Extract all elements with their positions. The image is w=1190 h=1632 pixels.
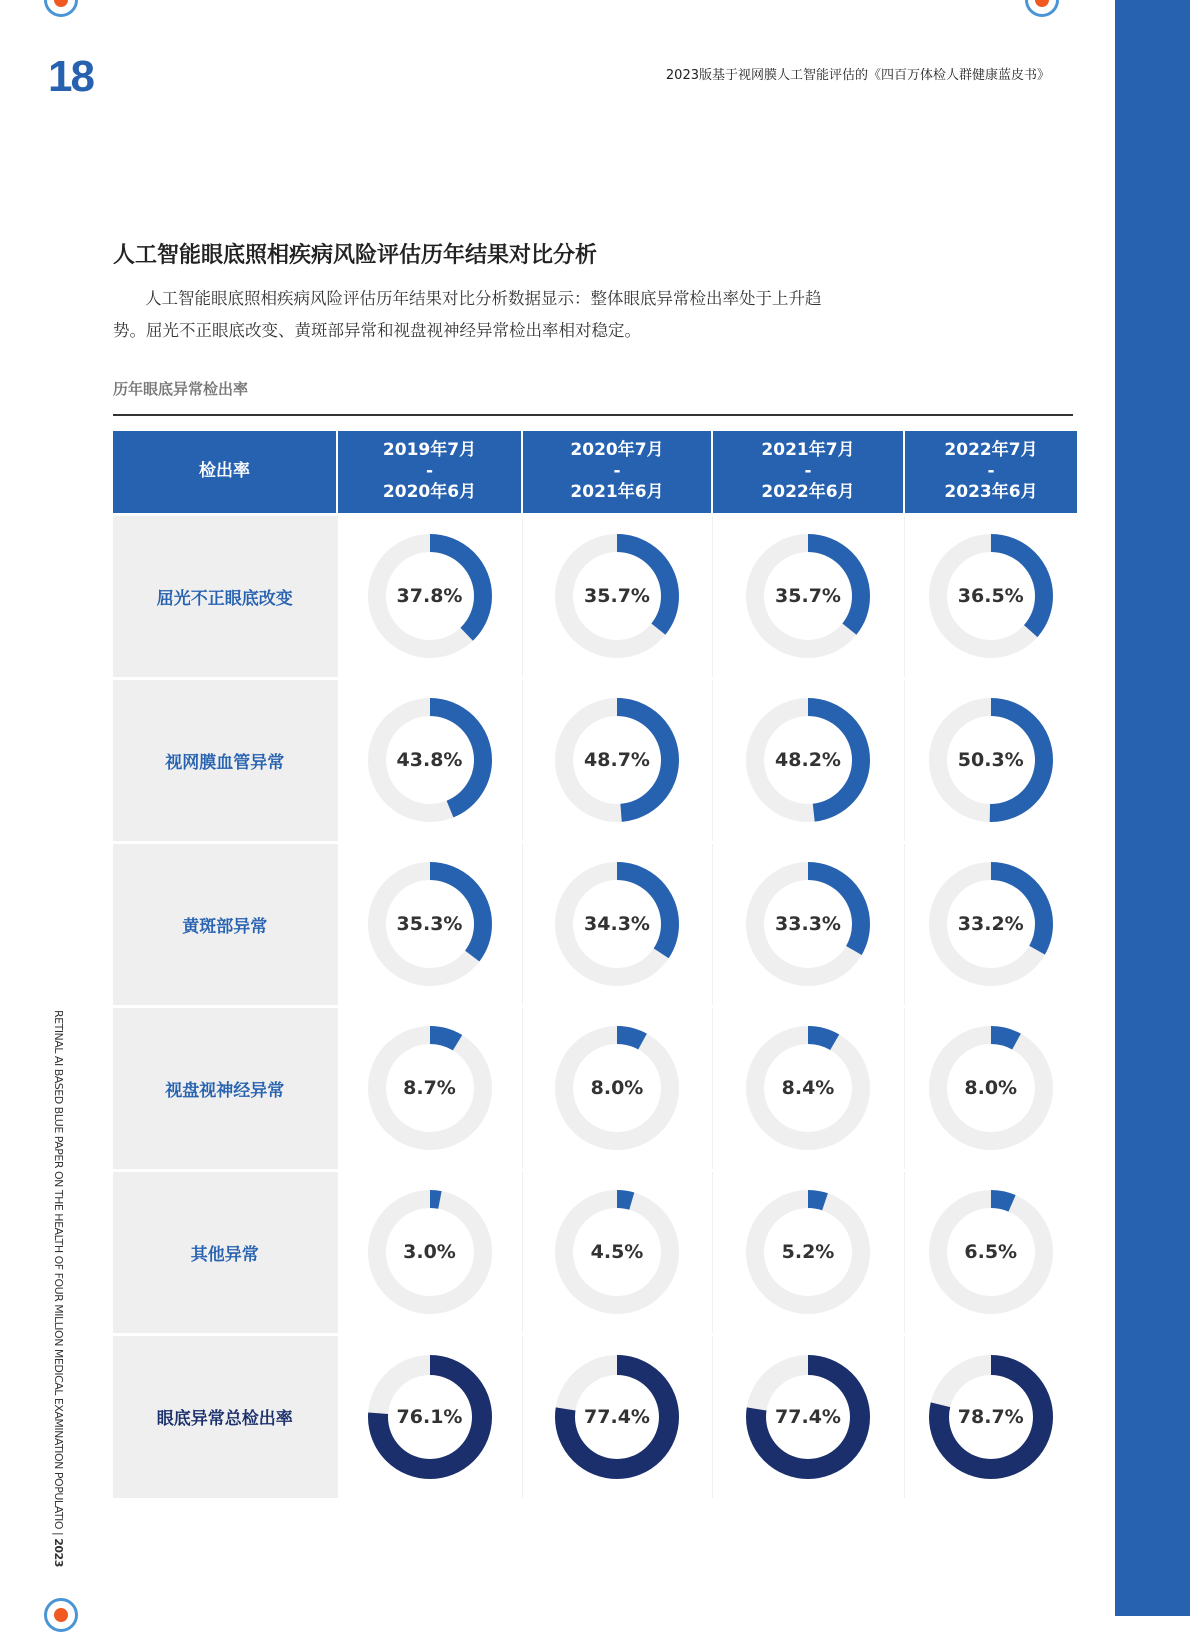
row-label: 其他异常: [113, 1170, 337, 1334]
rate-cell: [522, 514, 712, 678]
rate-cell: [904, 842, 1077, 1006]
rate-value: 48.2%: [775, 749, 841, 771]
row-label: 视盘视神经异常: [113, 1006, 337, 1170]
table-row: [113, 678, 1077, 842]
section-title: 人工智能眼底照相疾病风险评估历年结果对比分析: [113, 243, 598, 268]
side-text: RETINAL AI BASED BLUE PAPER ON THE HEALTH OF FOUR MILLION MEDICAL EXAMINATION POPULATIO |: [52, 1010, 65, 1536]
period-end: 2023年6月: [944, 482, 1038, 503]
donut-chart: [368, 862, 492, 986]
rate-cell: [522, 1170, 712, 1334]
rate-cell: [337, 842, 522, 1006]
running-header: 2023版基于视网膜人工智能评估的《四百万体检人群健康蓝皮书》: [665, 68, 1050, 83]
donut-chart: [929, 862, 1053, 986]
rate-value: 48.7%: [584, 749, 650, 771]
period-end: 2022年6月: [761, 482, 855, 503]
donut-chart: [555, 1355, 679, 1479]
donut-chart: [746, 534, 870, 658]
donut-chart: [368, 1026, 492, 1150]
rate-cell: [337, 1170, 522, 1334]
table-row: [113, 1006, 1077, 1170]
table-row: [113, 1334, 1077, 1498]
rate-value: 6.5%: [964, 1241, 1018, 1263]
period-start: 2022年7月: [944, 440, 1038, 461]
donut-chart: [746, 698, 870, 822]
period-sep: -: [425, 461, 434, 482]
rate-value: 37.8%: [396, 585, 463, 607]
rate-cell: [337, 678, 522, 842]
side-year: 2023: [52, 1538, 65, 1567]
detection-rate-table: [113, 431, 1077, 1498]
period-start: 2019年7月: [382, 440, 477, 461]
rate-value: 35.7%: [584, 585, 650, 607]
rate-cell: [712, 842, 904, 1006]
donut-chart: [746, 1190, 870, 1314]
rate-value: 8.7%: [403, 1077, 456, 1099]
rate-cell: [712, 1170, 904, 1334]
donut-chart: [746, 862, 870, 986]
row-label: 视网膜血管异常: [113, 678, 337, 842]
rate-cell: [522, 1334, 712, 1498]
row-label: 眼底异常总检出率: [113, 1334, 337, 1498]
rate-value: 76.1%: [396, 1405, 463, 1428]
rate-cell: [904, 1334, 1077, 1498]
donut-chart: [368, 1190, 492, 1314]
donut-chart: [368, 534, 492, 658]
period-header: [522, 431, 712, 514]
rate-value: 5.2%: [781, 1241, 835, 1263]
rate-cell: [712, 514, 904, 678]
rate-cell: [712, 1006, 904, 1170]
rate-cell: [522, 842, 712, 1006]
rate-cell: [904, 1170, 1077, 1334]
rate-value: 35.3%: [396, 913, 463, 935]
table-row: [113, 842, 1077, 1006]
rate-value: 33.3%: [775, 913, 841, 935]
rate-cell: [522, 678, 712, 842]
donut-chart: [929, 698, 1053, 822]
rate-value: 43.8%: [396, 749, 463, 771]
decorative-ring-icon: [44, 0, 78, 17]
donut-chart: [555, 1026, 679, 1150]
donut-chart: [929, 534, 1053, 658]
rate-cell: [337, 1334, 522, 1498]
rate-value: 77.4%: [775, 1405, 841, 1428]
page-number: 18: [48, 52, 93, 101]
rate-value: 77.4%: [584, 1405, 650, 1428]
decorative-ring-icon: [1025, 0, 1059, 17]
header-label: 检出率: [113, 431, 337, 514]
rate-cell: [522, 1006, 712, 1170]
donut-chart: [555, 862, 679, 986]
row-label: 屈光不正眼底改变: [113, 514, 337, 678]
decorative-ring-icon: [44, 1598, 78, 1632]
donut-chart: [929, 1355, 1053, 1479]
donut-chart: [929, 1026, 1053, 1150]
rate-cell: [337, 514, 522, 678]
period-start: 2021年7月: [761, 440, 855, 461]
rate-value: 4.5%: [590, 1241, 644, 1263]
summary-paragraph: 人工智能眼底照相疾病风险评估历年结果对比分析数据显示：整体眼底异常检出率处于上升趋势。屈光不正眼底改变、黄斑部异常和视盘视神经异常检出率相对稳定。: [113, 289, 822, 340]
table-header-row: [113, 431, 1077, 514]
period-header: [904, 431, 1077, 514]
period-header: [712, 431, 904, 514]
row-label: 黄斑部异常: [113, 842, 337, 1006]
rate-value: 8.0%: [964, 1077, 1018, 1099]
donut-chart: [746, 1026, 870, 1150]
rate-cell: [712, 678, 904, 842]
period-header: [337, 431, 522, 514]
period-sep: -: [804, 461, 812, 482]
side-color-bar: [1115, 0, 1190, 1616]
donut-chart: [555, 1190, 679, 1314]
donut-chart: [929, 1190, 1053, 1314]
donut-chart: [555, 534, 679, 658]
table-title: 历年眼底异常检出率: [113, 380, 249, 398]
rate-cell: [904, 678, 1077, 842]
donut-chart: [368, 1355, 492, 1479]
period-sep: -: [613, 461, 621, 482]
rate-value: 36.5%: [957, 585, 1024, 607]
rate-cell: [712, 1334, 904, 1498]
divider: [113, 414, 1073, 416]
rate-value: 33.2%: [957, 913, 1024, 935]
rate-value: 35.7%: [775, 585, 841, 607]
donut-chart: [555, 698, 679, 822]
period-end: 2021年6月: [570, 482, 664, 503]
table-row: [113, 1170, 1077, 1334]
period-start: 2020年7月: [570, 440, 664, 461]
rate-cell: [904, 1006, 1077, 1170]
rate-value: 3.0%: [403, 1241, 456, 1263]
rate-value: 8.4%: [781, 1077, 835, 1099]
rate-value: 50.3%: [957, 749, 1024, 771]
rate-value: 8.0%: [590, 1077, 644, 1099]
rate-cell: [337, 1006, 522, 1170]
period-sep: -: [987, 461, 995, 482]
table-row: [113, 514, 1077, 678]
rate-value: 78.7%: [957, 1405, 1024, 1428]
period-end: 2020年6月: [382, 482, 477, 503]
rate-cell: [904, 514, 1077, 678]
donut-chart: [368, 698, 492, 822]
rate-value: 34.3%: [584, 913, 650, 935]
donut-chart: [746, 1355, 870, 1479]
side-vertical-text: [52, 1010, 65, 1567]
